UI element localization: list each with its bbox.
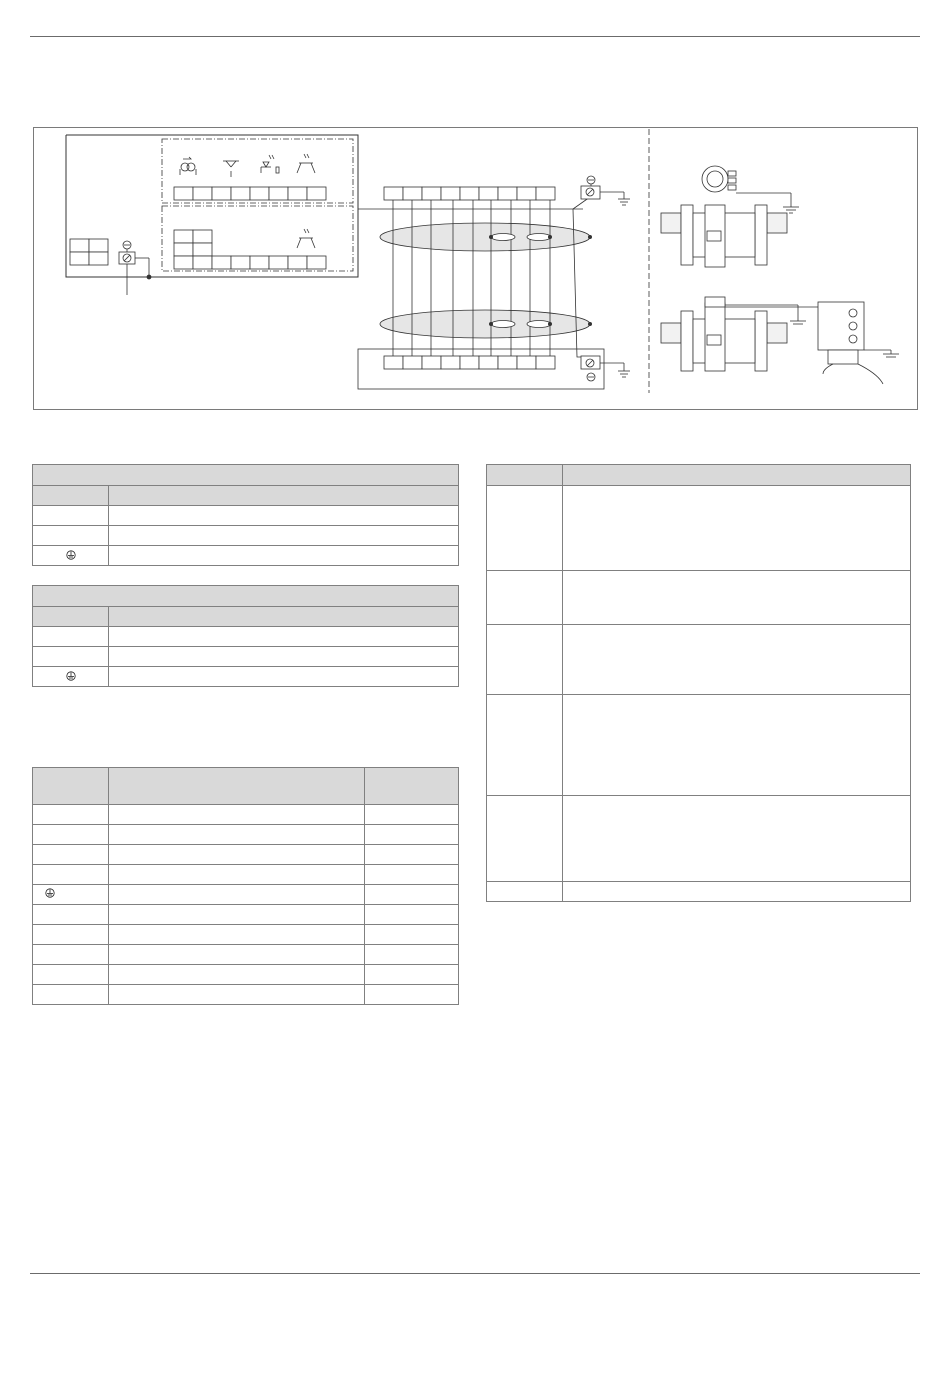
table-row: [33, 506, 459, 526]
column-header: [109, 607, 459, 627]
column-header: [487, 465, 563, 486]
table-row: [33, 526, 459, 546]
table-row: [487, 625, 911, 695]
power-terminal-block: [70, 239, 108, 265]
table-row: [33, 865, 459, 885]
column-header: [365, 768, 459, 805]
table-row: [33, 945, 459, 965]
protective-earth-icon: [45, 888, 55, 899]
table-row: [33, 925, 459, 945]
table-row: [33, 965, 459, 985]
terminal-strip-upper: [174, 187, 326, 200]
header-rule: [30, 36, 920, 37]
column-header: [563, 465, 911, 486]
protective-earth-icon: [66, 550, 76, 561]
table-row: [33, 647, 459, 667]
footer-rule: [30, 1273, 920, 1274]
table-row: [33, 845, 459, 865]
cable-terminal-strip-top: [384, 187, 555, 200]
column-header: [33, 768, 109, 805]
table-row: [33, 627, 459, 647]
column-header: [109, 486, 459, 506]
table-row: [487, 882, 911, 902]
table-row: [33, 546, 459, 566]
table-row: [33, 905, 459, 925]
column-header: [33, 486, 109, 506]
supply-table-a: [32, 464, 459, 566]
column-header: [109, 768, 365, 805]
table-caption: [33, 465, 459, 486]
signal-table: [32, 767, 459, 1005]
table-row: [487, 571, 911, 625]
table-row: [33, 667, 459, 687]
wiring-diagram: [33, 127, 918, 410]
cable-terminal-strip-bottom: [384, 356, 555, 369]
table-row: [33, 805, 459, 825]
function-table: [486, 464, 911, 902]
table-row: [33, 985, 459, 1005]
table-caption: [33, 586, 459, 607]
protective-earth-icon: [66, 671, 76, 682]
table-row: [487, 486, 911, 571]
table-row: [487, 695, 911, 796]
supply-table-b: [32, 585, 459, 687]
column-header: [33, 607, 109, 627]
table-row: [33, 825, 459, 845]
table-row: [33, 885, 459, 905]
table-row: [487, 796, 911, 882]
